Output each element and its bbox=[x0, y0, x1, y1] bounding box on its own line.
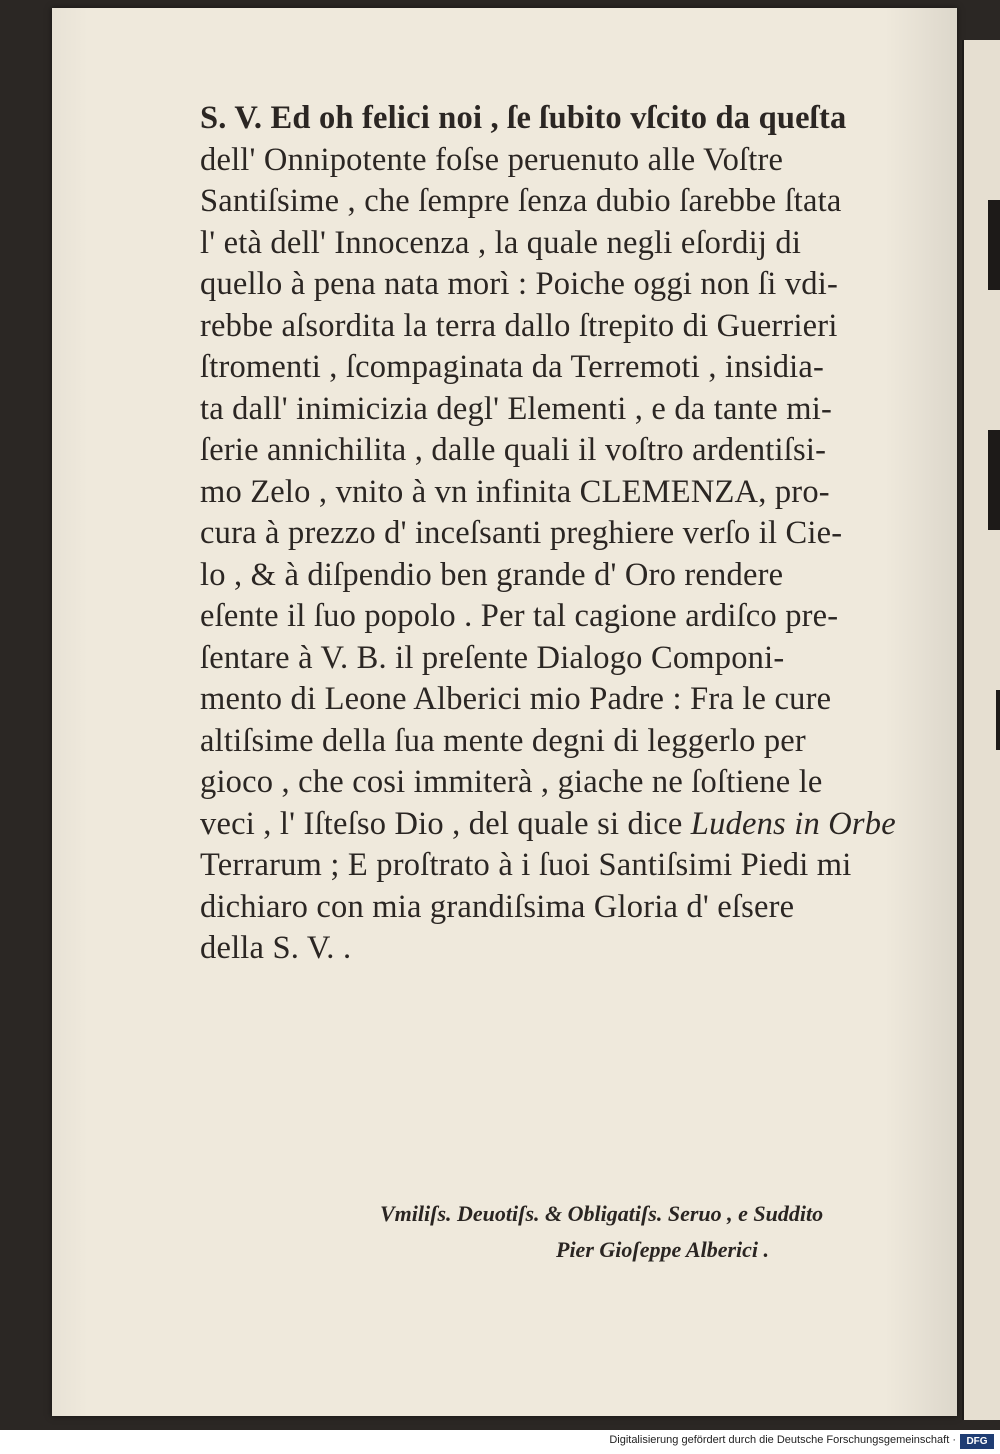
text-line: lo , & à diſpendio ben grande d' Oro rendere bbox=[200, 556, 784, 593]
signature-block bbox=[380, 1196, 965, 1268]
text-line bbox=[200, 804, 940, 846]
text-line: S. V. Ed oh felici noi , ſe ſubito vſcito da queſta bbox=[200, 100, 847, 136]
body-text bbox=[200, 98, 940, 970]
signature-name: Pier Gioſeppe Alberici . bbox=[556, 1237, 770, 1262]
text-line: Terrarum ; E proſtrato à i ſuoi Santiſsimi Piedi mi bbox=[200, 847, 852, 883]
text-line: mo Zelo , vnito à vn infinita CLEMENZA, pro- bbox=[200, 473, 830, 510]
footer-credit: Digitalisierung gefördert durch die Deutsche Forschungsgemeinschaft · bbox=[609, 1434, 956, 1446]
facing-page-edge bbox=[962, 40, 1000, 1420]
text-line: dichiaro con mia grandiſsima Gloria d' eſsere bbox=[200, 888, 795, 925]
text-line: cura à prezzo d' inceſsanti preghiere verſo il Cie- bbox=[200, 515, 843, 551]
text-line: gioco , che cosi immiterà , giache ne ſoſtiene le bbox=[200, 764, 823, 800]
footer-bar bbox=[0, 1430, 1000, 1454]
text-line: eſente il ſuo popolo . Per tal cagione ardiſco pre- bbox=[200, 598, 839, 634]
text-line: mento di Leone Alberici mio Padre : Fra le cure bbox=[200, 681, 832, 717]
text-line: della S. V. . bbox=[200, 930, 352, 966]
text-line: ſentare à V. B. il preſente Dialogo Componi- bbox=[200, 639, 785, 676]
text-line: altiſsime della ſua mente degni di leggerlo per bbox=[200, 722, 806, 759]
text-line: dell' Onnipotente foſse peruenuto alle Voſtre bbox=[200, 141, 784, 178]
text-line: ſerie annichilita , dalle quali il voſtro ardentiſsi- bbox=[200, 432, 827, 468]
text-line: l' età dell' Innocenza , la quale negli eſordij di bbox=[200, 224, 802, 261]
signature-line: Vmiliſs. Deuotiſs. & Obligatiſs. Seruo , e Suddito bbox=[380, 1201, 824, 1226]
facing-page-glyph bbox=[988, 200, 1000, 290]
text-line-part: veci , l' Iſteſso Dio , del quale si dice bbox=[200, 805, 683, 842]
latin-phrase: Ludens in Orbe bbox=[690, 805, 896, 842]
facing-page-glyph bbox=[988, 430, 1000, 530]
text-line: ſtromenti , ſcompaginata da Terremoti , insidia- bbox=[200, 349, 825, 385]
dfg-logo: DFG bbox=[960, 1434, 994, 1449]
facing-page-glyph bbox=[996, 690, 1000, 750]
text-line: rebbe aſsordita la terra dallo ſtrepito di Guerrieri bbox=[200, 307, 838, 344]
text-line: ta dall' inimicizia degl' Elementi , e da tante mi- bbox=[200, 390, 832, 427]
text-line: quello à pena nata morì : Poiche oggi non ſi vdi- bbox=[200, 266, 838, 302]
text-line: Santiſsime , che ſempre ſenza dubio ſarebbe ſtata bbox=[200, 183, 842, 219]
